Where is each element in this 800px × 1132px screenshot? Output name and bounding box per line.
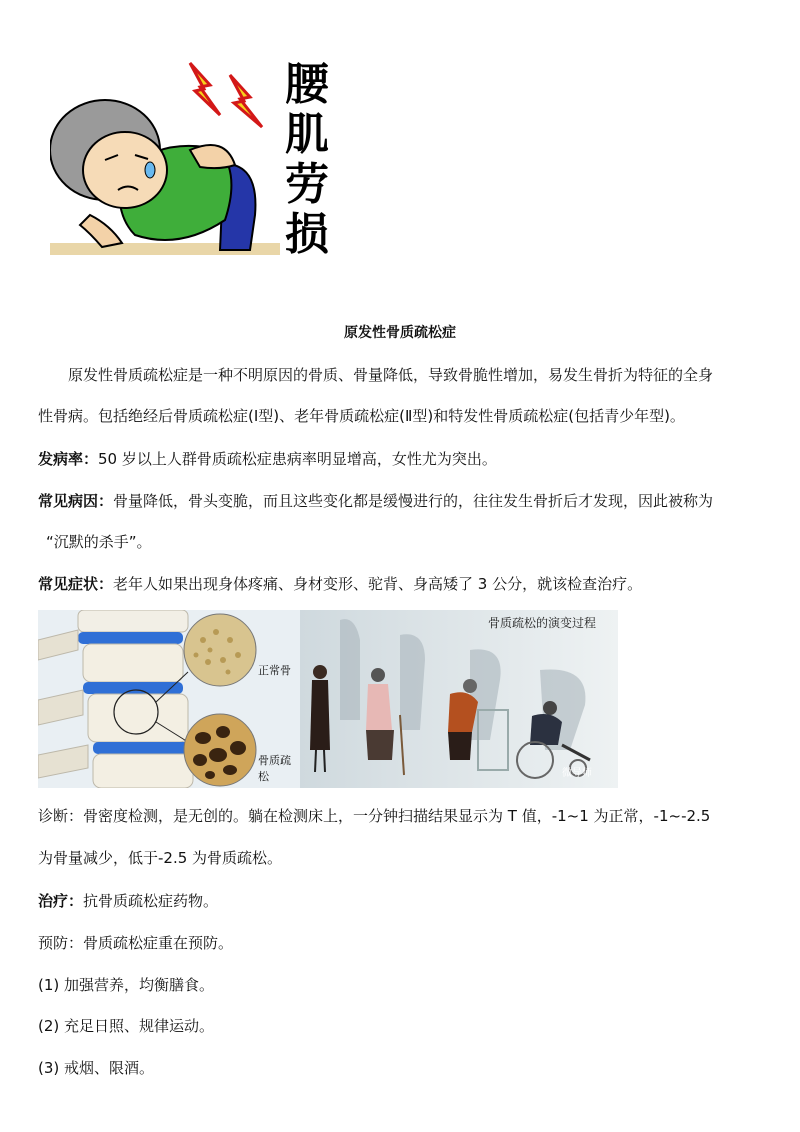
intro-paragraph: [38, 365, 768, 385]
banner-title: [272, 60, 342, 260]
prevention-heading: 预防：骨质疏松症重在预防。: [38, 934, 234, 952]
banner-char: 肌: [285, 109, 329, 160]
diagnosis-line-1: 诊断：骨密度检测，是无创的。躺在检测床上，一分钟扫描结果显示为 T 值，-1~1 为正常，-1~-2.5: [38, 807, 711, 825]
elderly-person-back-pain-icon: [50, 55, 280, 255]
article-title: 原发性骨质疏松症: [344, 325, 456, 341]
banner-char: 损: [285, 209, 329, 260]
incidence-label: 发病率：: [38, 450, 99, 468]
prevention-item-3: (3) 戒烟、限酒。: [38, 1059, 155, 1077]
symptom-text: 老年人如果出现身体疼痛、身材变形、驼背、身高矮了 3 公分，就该检查治疗。: [113, 575, 643, 593]
banner-char: 劳: [285, 159, 329, 210]
incidence-paragraph: [38, 449, 768, 469]
symptom-label: 常见症状：: [38, 575, 114, 593]
treatment-text: 抗骨质疏松症药物。: [83, 892, 219, 910]
prevention-item-2: (2) 充足日照、规律运动。: [38, 1017, 215, 1035]
treatment-paragraph: [38, 891, 768, 911]
osteoporosis-label: 骨质疏松: [258, 754, 291, 783]
diagnosis-line-2: 为骨量减少，低于-2.5 为骨质疏松。: [38, 849, 283, 867]
cause-paragraph: [38, 491, 768, 511]
evolution-title: 骨质疏松的演变过程: [488, 616, 597, 630]
prevention-item-1: (1) 加强营养，均衡膳食。: [38, 976, 215, 994]
cause-text-line-2: “沉默的杀手”。: [46, 533, 152, 551]
spine-bone-figure: [38, 610, 300, 788]
watermark: 微导师: [562, 768, 592, 779]
back-pain-illustration: [50, 55, 280, 255]
incidence-text: 50 岁以上人群骨质疏松症患病率明显增高，女性尤为突出。: [98, 450, 497, 468]
cause-text-line-1: 骨量降低，骨头变脆，而且这些变化都是缓慢进行的，往往发生骨折后才发现，因此被称为: [113, 492, 714, 510]
treatment-label: 治疗：: [38, 892, 84, 910]
intro-line-2: 性骨病。包括绝经后骨质疏松症(Ⅰ型)、老年骨质疏松症(Ⅱ型)和特发性骨质疏松症(包括青少年型)。: [38, 407, 685, 425]
normal-bone-label: 正常骨: [258, 664, 291, 677]
evolution-figure: [300, 610, 618, 788]
cause-label: 常见病因：: [38, 492, 114, 510]
symptom-paragraph: [38, 574, 768, 594]
intro-line-1: 原发性骨质疏松症是一种不明原因的骨质、骨量降低，导致骨脆性增加，易发生骨折为特征的全身: [68, 366, 714, 384]
posture-evolution-illustration: [300, 610, 618, 788]
banner-char: 腰: [285, 59, 329, 110]
